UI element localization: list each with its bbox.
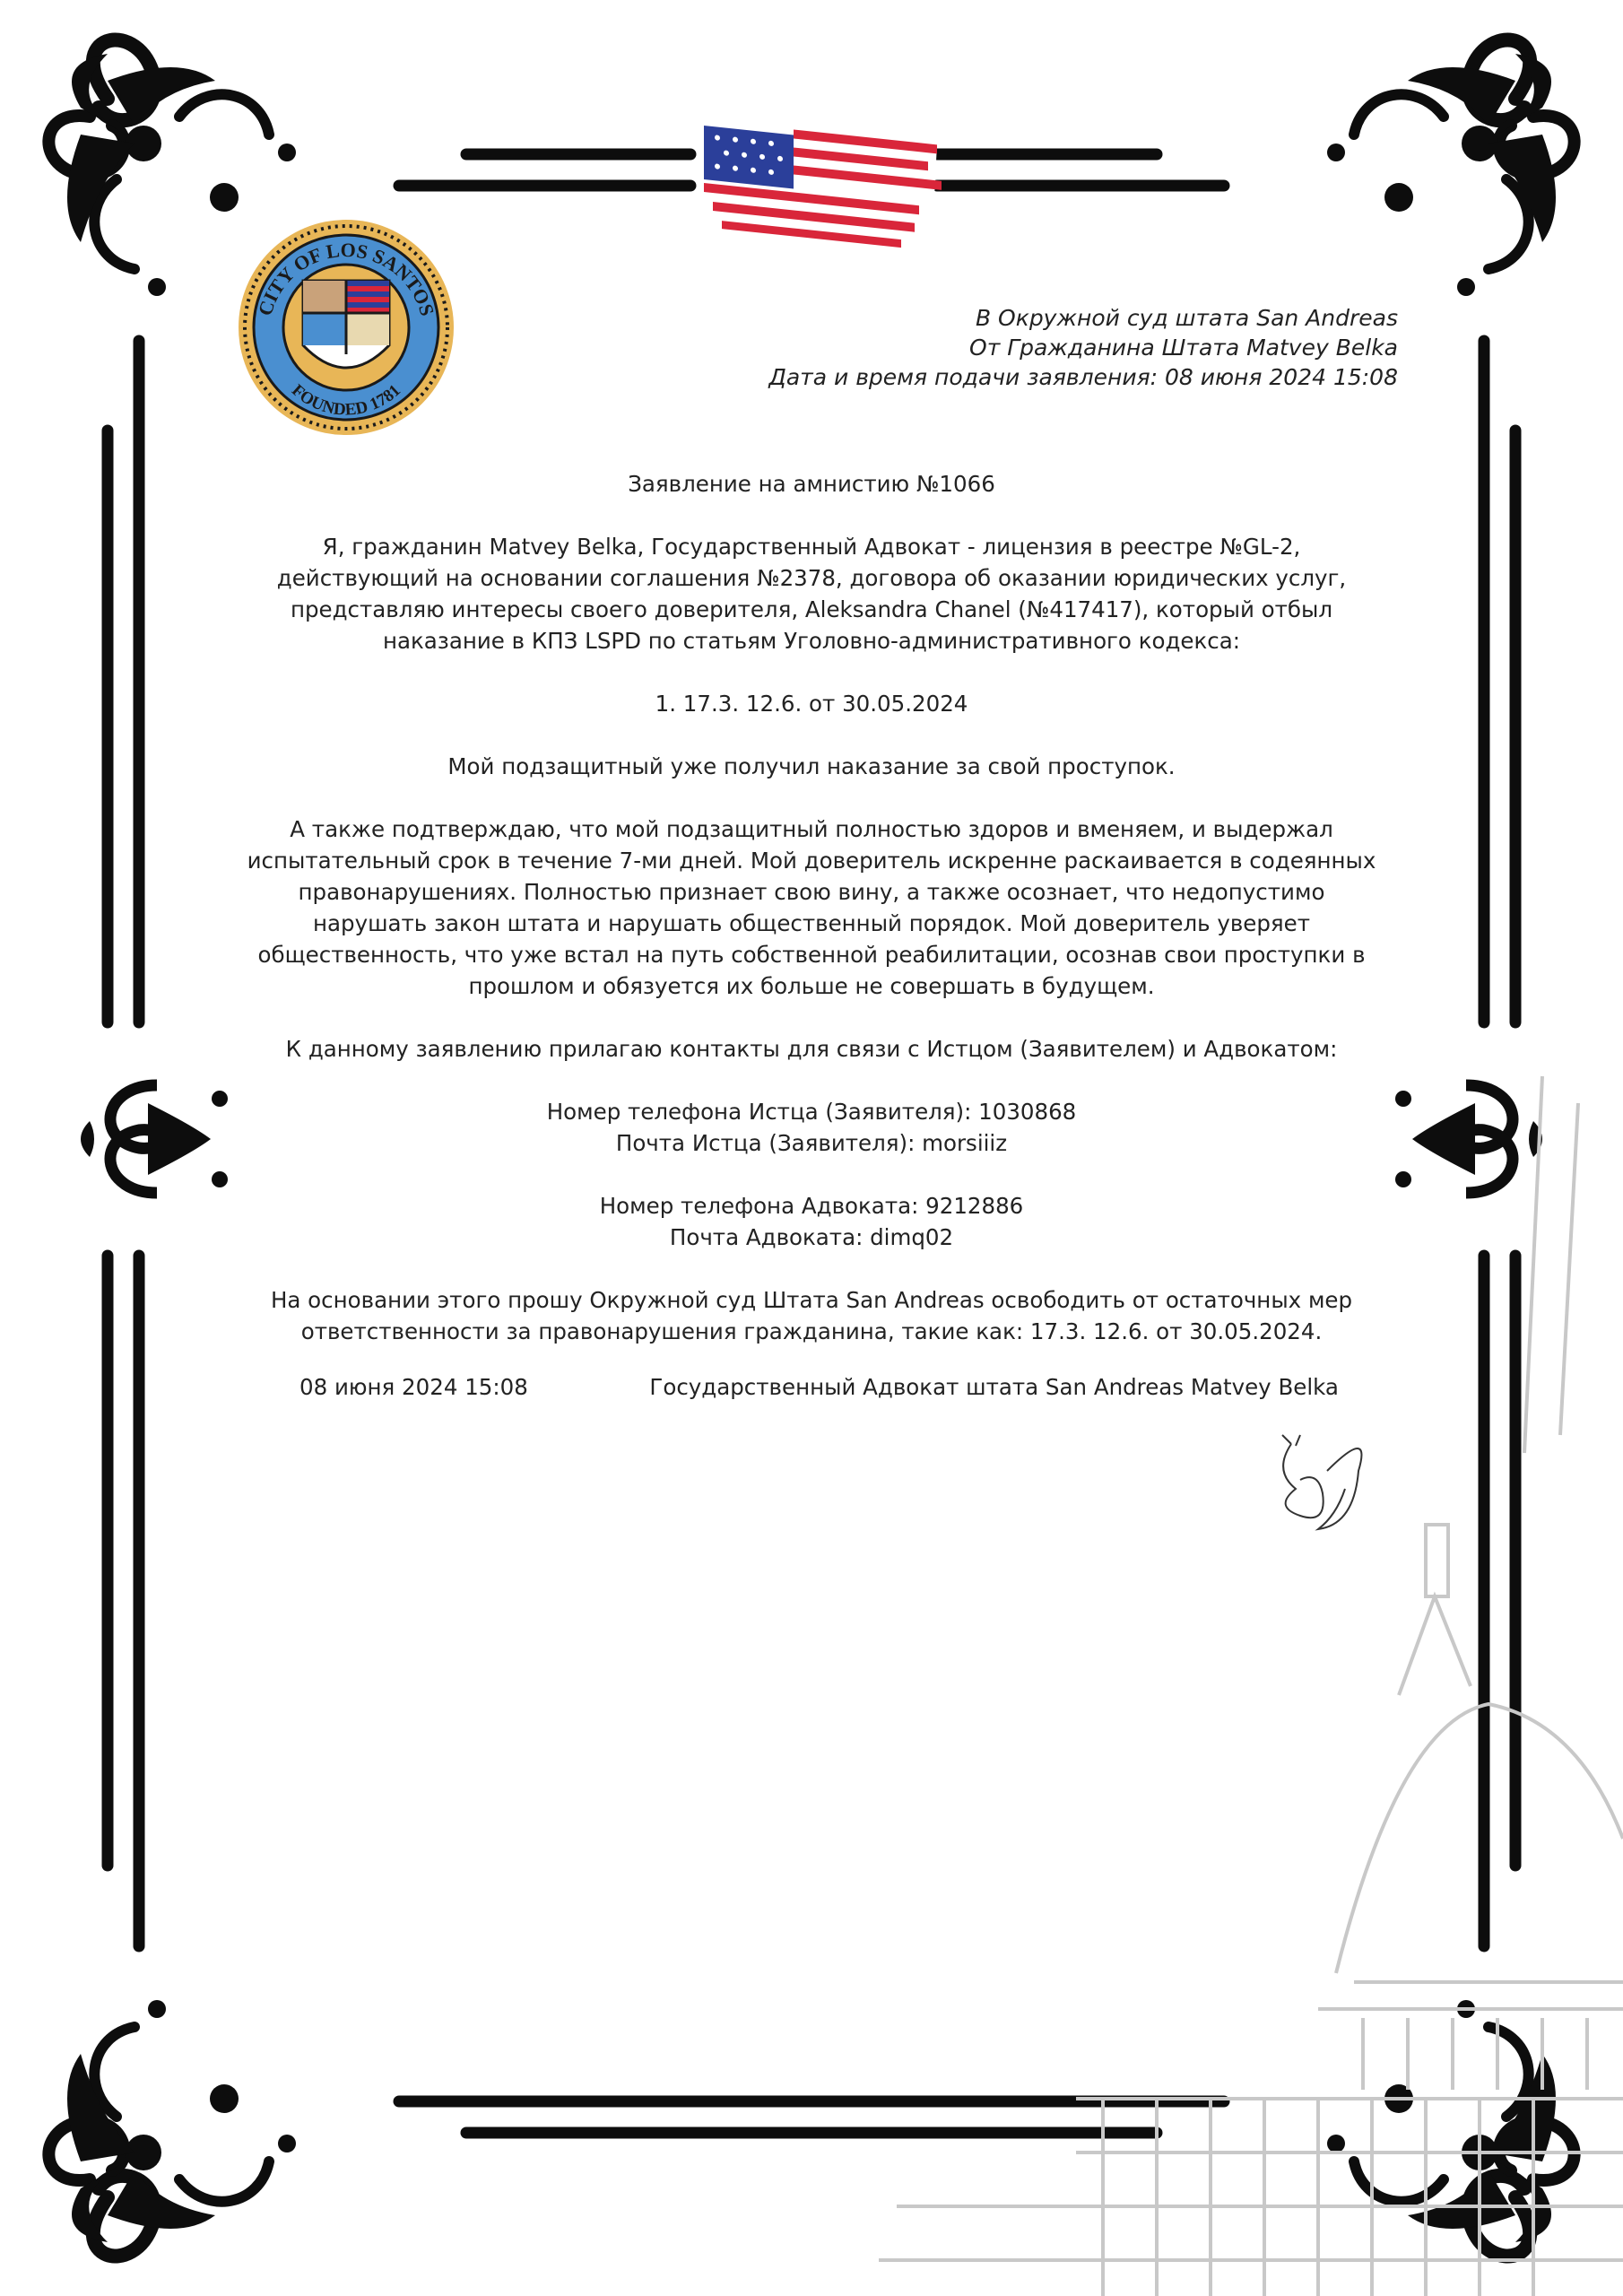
confirm-line: общественность, что уже встал на путь собственной реабилитации, осознав свои проступки в — [257, 942, 1366, 968]
confirm-line: А также подтверждаю, что мой подзащитный полностью здоров и вменяем, и выдержал — [290, 816, 1333, 842]
document-body — [233, 468, 1390, 1347]
header-from-citizen: От Гражданина Штата Matvey Belka — [969, 335, 1398, 361]
punished-line: Мой подзащитный уже получил наказание за свой проступок. — [447, 753, 1176, 779]
intro-line: наказание в КПЗ LSPD по статьям Уголовно-административного кодекса: — [382, 628, 1241, 654]
confirm-line: испытательный срок в течение 7-ми дней. Мой доверитель искренне раскаивается в содеянных — [247, 848, 1376, 874]
contacts-intro: К данному заявлению прилагаю контакты для связи с Истцом (Заявителем) и Адвокатом: — [285, 1036, 1338, 1062]
plaintiff-phone: Номер телефона Истца (Заявителя): 1030868 — [546, 1099, 1077, 1125]
plaintiff-mail: Почта Истца (Заявителя): morsiiiz — [615, 1130, 1008, 1156]
document-title: Заявление на амнистию №1066 — [628, 471, 995, 497]
confirm-line: правонарушениях. Полностью признает свою вину, а также осознает, что недопустимо — [298, 879, 1325, 905]
request-line: На основании этого прошу Окружной суд Штата San Andreas освободить от остаточных мер — [270, 1287, 1353, 1313]
intro-line: представляю интересы своего доверителя, Aleksandra Chanel (№417417), который отбыл — [290, 596, 1333, 622]
header-to-court: В Окружной суд штата San Andreas — [975, 305, 1398, 331]
signature-row — [299, 1371, 1339, 1403]
seal-top-text: CITY OF LOS SANTOS — [253, 238, 439, 318]
svg-text:CITY OF LOS SANTOS — [254, 239, 439, 318]
seal-bottom-text: FOUNDED 1781 — [288, 380, 404, 420]
request-line: ответственности за правонарушения гражданина, такие как: 17.3. 12.6. от 30.05.2024. — [300, 1318, 1323, 1344]
lawyer-mail: Почта Адвоката: dimq02 — [669, 1224, 954, 1250]
svg-text:FOUNDED 1781 — [288, 381, 404, 420]
intro-line: Я, гражданин Matvey Belka, Государственный Адвокат - лицензия в реестре №GL-2, — [322, 534, 1301, 560]
article-item: 1. 17.3. 12.6. от 30.05.2024 — [655, 691, 968, 717]
sign-date: 08 июня 2024 15:08 — [299, 1374, 528, 1400]
sign-name: Государственный Адвокат штата San Andreas Matvey Belka — [649, 1374, 1339, 1400]
header-address — [768, 303, 1398, 392]
intro-line: действующий на основании соглашения №2378, договора об оказании юридических услуг, — [276, 565, 1347, 591]
confirm-line: нарушать закон штата и нарушать общественный порядок. Мой доверитель уверяет — [313, 910, 1310, 936]
header-filed-at: Дата и время подачи заявления: 08 июня 2024 15:08 — [768, 364, 1398, 390]
lawyer-phone: Номер телефона Адвоката: 9212886 — [599, 1193, 1024, 1219]
confirm-line: прошлом и обязуется их больше не совершать в будущем. — [468, 973, 1155, 999]
